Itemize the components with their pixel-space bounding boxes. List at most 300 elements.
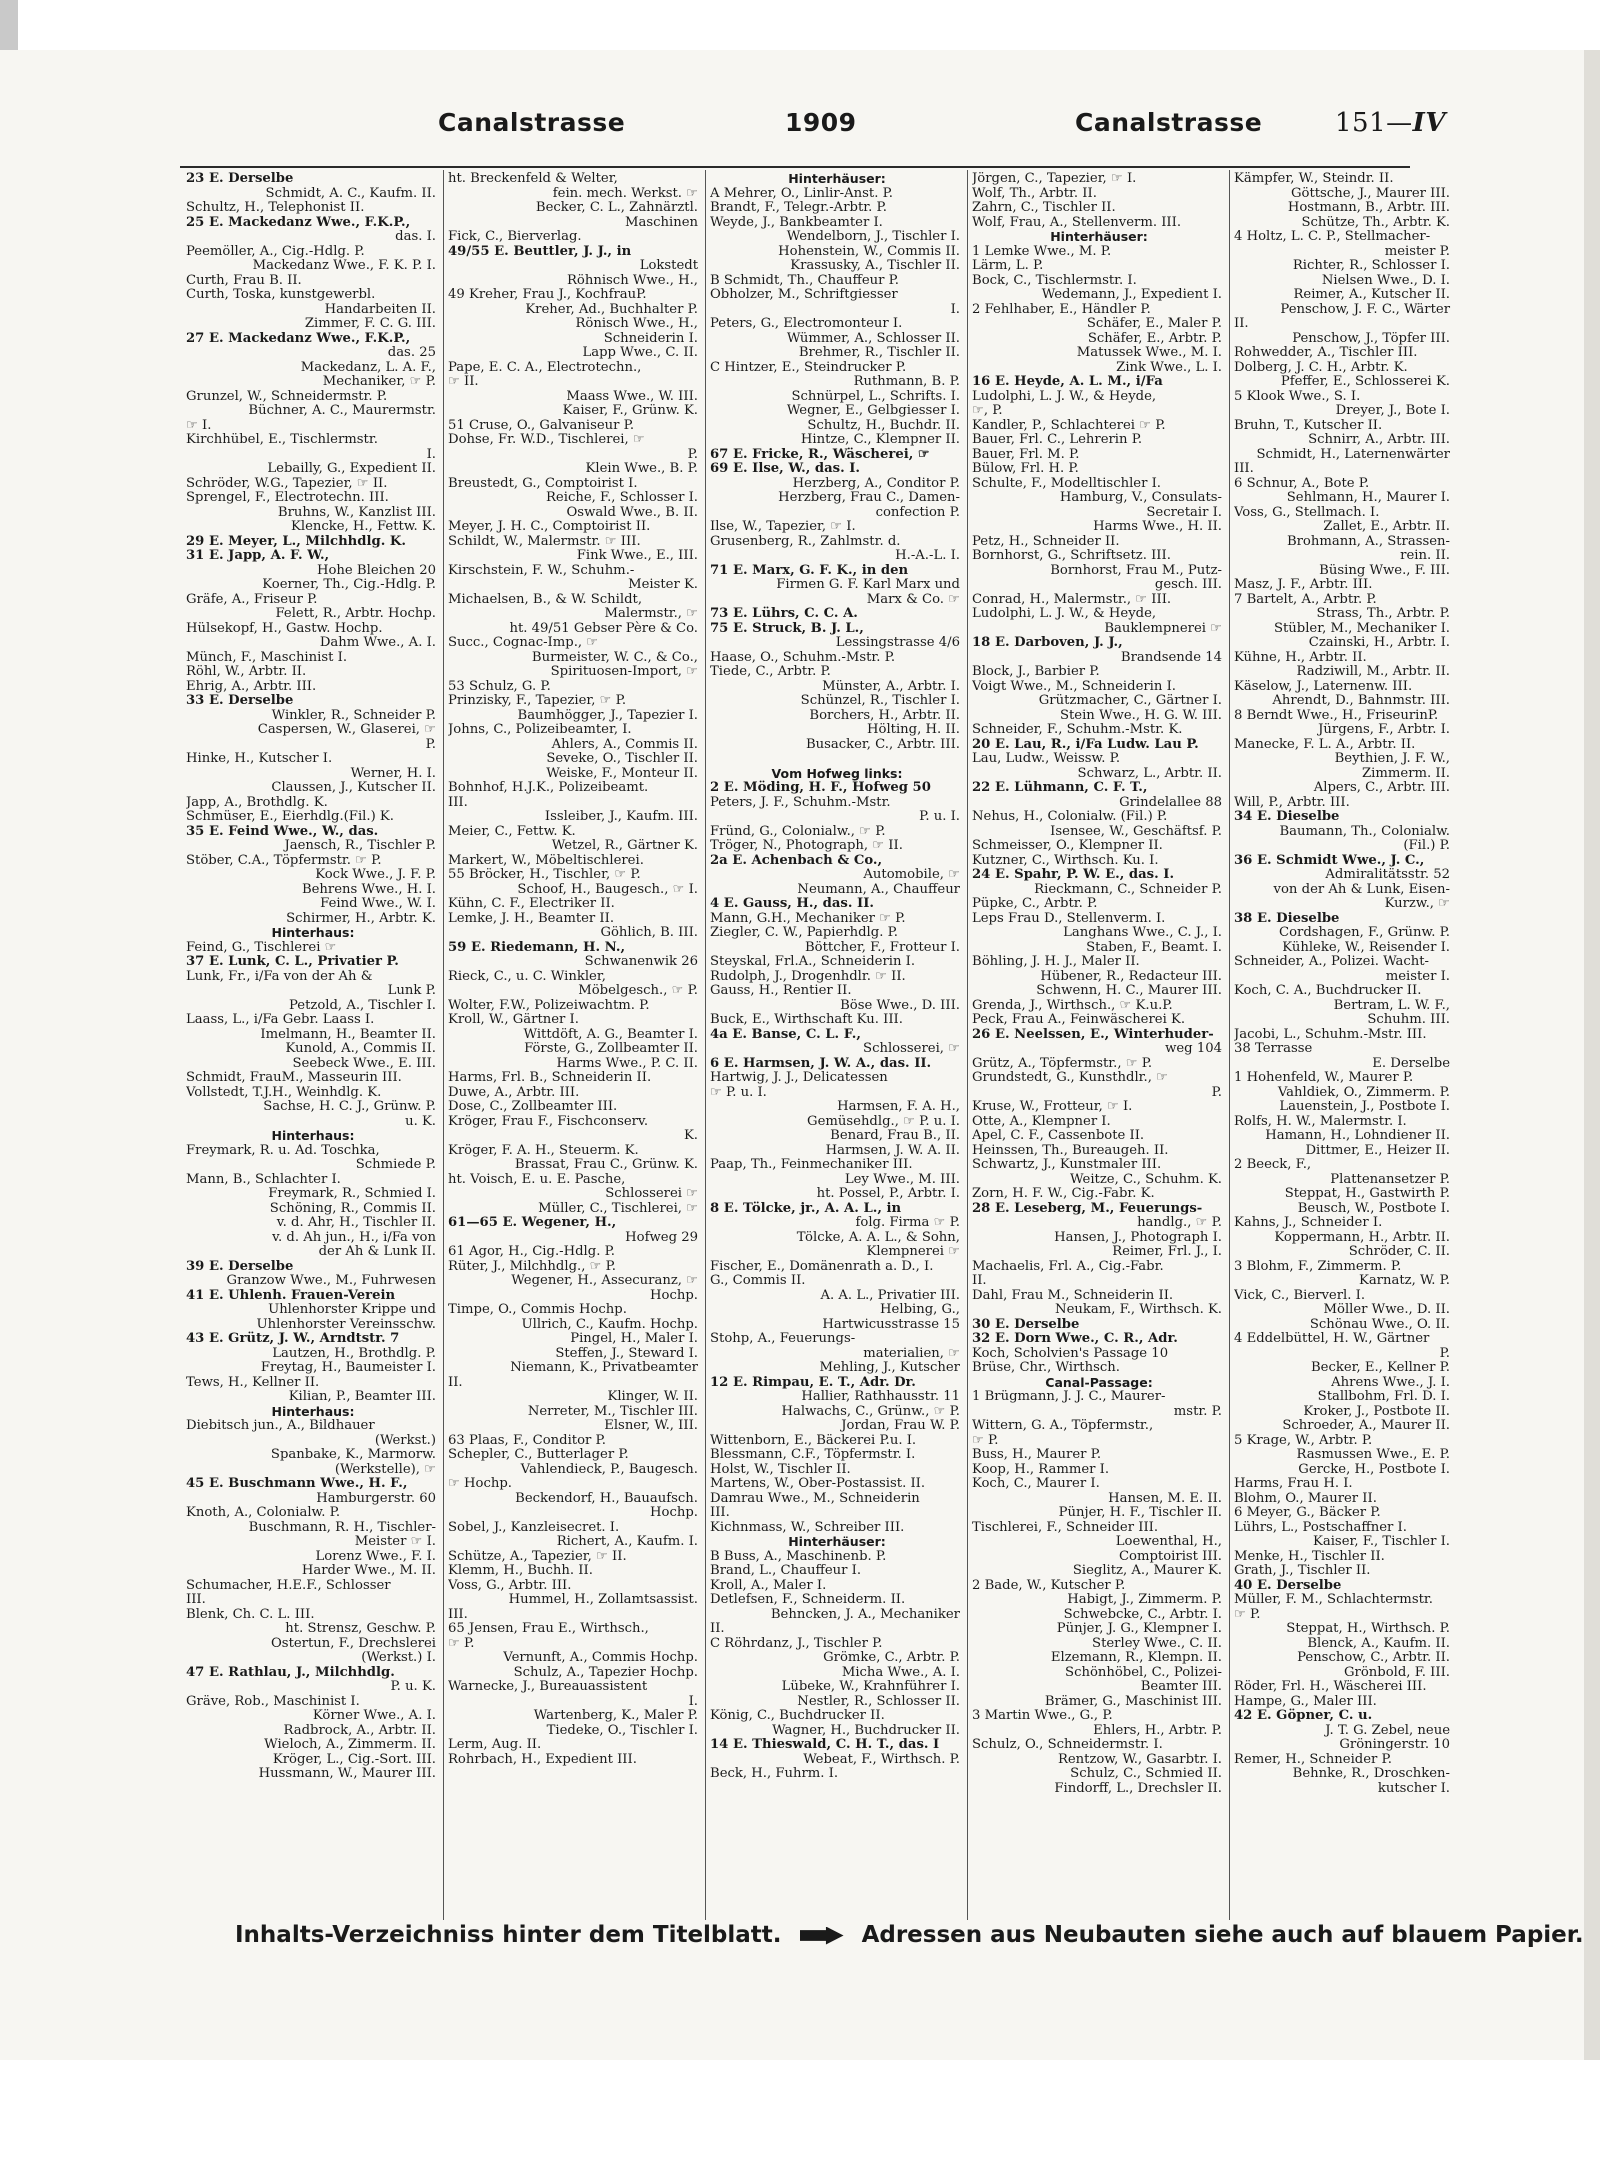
directory-entry: 61 Agor, H., Cig.-Hdlg. P.: [448, 1244, 615, 1259]
directory-entry: Mann, G.H., Mechaniker ☞ P.: [710, 910, 906, 926]
directory-entry: Schultz, H., Telephonist II.: [186, 200, 365, 215]
directory-entry: Kreher, Ad., Buchhalter P.: [525, 301, 698, 317]
directory-entry: II.: [710, 1621, 725, 1636]
directory-entry: Beamter III.: [1140, 1679, 1222, 1694]
directory-entry: 53 Schulz, G. P.: [448, 678, 551, 694]
directory-entry: Rohwedder, A., Tischler III.: [1234, 345, 1418, 360]
directory-entry: 30 E. Derselbe: [972, 1316, 1080, 1332]
directory-entry: Leps Frau D., Stellenverm. I.: [972, 910, 1166, 926]
directory-entry: Ehrig, A., Arbtr. III.: [186, 678, 317, 694]
directory-entry: Grindelallee 88: [1119, 794, 1222, 810]
directory-entry: Kandler, P., Schlachterei ☞ P.: [972, 417, 1166, 433]
directory-entry: Koch, C., Maurer I.: [972, 1476, 1100, 1491]
directory-entry: Schildt, W., Malermstr. ☞ III.: [448, 533, 641, 549]
directory-entry: Kroll, A., Maler I.: [710, 1577, 827, 1593]
directory-entry: Penschow, J. F. C., Wärter: [1280, 301, 1450, 317]
directory-entry: Harmsen, J. W. A. II.: [825, 1142, 960, 1158]
directory-entry: Jürgens, F., Arbtr. I.: [1318, 722, 1450, 737]
directory-entry: Webeat, F., Wirthsch. P.: [803, 1751, 960, 1767]
directory-entry: Vick, C., Bierverl. I.: [1234, 1287, 1366, 1303]
directory-entry: 22 E. Lühmann, C. F. T.,: [972, 780, 1148, 795]
directory-entry: Sachse, H. C. J., Grünw. P.: [263, 1099, 436, 1114]
directory-entry: Steppat, H., Gastwirth P.: [1284, 1186, 1450, 1201]
directory-entry: Ahrens Wwe., J. I.: [1331, 1374, 1450, 1390]
directory-entry: Sieglitz, A., Maurer K.: [1072, 1563, 1222, 1578]
page-header: [180, 108, 1570, 144]
directory-entry: Koerner, Th., Cig.-Hdlg. P.: [262, 577, 436, 592]
directory-entry: Göhlich, B. III.: [600, 925, 698, 940]
directory-entry: Michaelsen, B., & W. Schildt,: [448, 591, 643, 607]
directory-entry: Müller, F. M., Schlachtermstr.: [1234, 1592, 1433, 1607]
directory-entry: Block, J., Barbier P.: [972, 664, 1100, 679]
directory-entry: Micha Wwe., A. I.: [841, 1664, 960, 1680]
directory-entry: Succ., Cognac-Imp., ☞: [448, 635, 599, 650]
directory-entry: Zimmerm. II.: [1362, 765, 1450, 781]
directory-entry: Hamann, H., Lohndiener II.: [1265, 1128, 1450, 1143]
directory-entry: 27 E. Mackedanz Wwe., F.K.P.,: [186, 330, 411, 346]
directory-entry: Brämer, G., Maschinist III.: [1044, 1693, 1222, 1709]
directory-entry: Pingel, H., Maler I.: [570, 1331, 698, 1346]
directory-entry: 5 Krage, W., Arbtr. P.: [1234, 1432, 1373, 1448]
directory-entry: Borchers, H., Arbtr. II.: [809, 707, 960, 723]
directory-entry: Hinterhäuser:: [788, 172, 886, 186]
directory-entry: Elsner, W., III.: [604, 1418, 698, 1433]
directory-entry: Röhnisch Wwe., H.,: [566, 272, 698, 288]
page-edge: [1584, 50, 1600, 2060]
directory-entry: Krassusky, A., Tischler II.: [790, 258, 960, 273]
directory-entry: Bauer, Frl. M. P.: [972, 446, 1080, 462]
directory-entry: Kühn, C. F., Electriker II.: [448, 896, 615, 911]
directory-entry: Oswald Wwe., B. II.: [566, 504, 698, 520]
directory-entry: Schneider, A., Polizei. Wacht-: [1234, 954, 1429, 969]
directory-entry: Reimer, Frl. J., I.: [1112, 1244, 1222, 1259]
directory-entry: Gräve, Rob., Maschinist I.: [186, 1693, 360, 1709]
directory-entry: Reimer, A., Kutscher II.: [1293, 287, 1450, 302]
directory-entry: Kirschstein, F. W., Schuhm.-: [448, 562, 635, 578]
directory-entry: 69 E. Ilse, W., das. I.: [710, 461, 861, 476]
directory-entry: 37 E. Lunk, C. L., Privatier P.: [186, 954, 399, 969]
directory-entry: Schulz, A., Tapezier Hochp.: [513, 1664, 698, 1680]
directory-entry: Comptoirist III.: [1118, 1548, 1222, 1564]
directory-entry: Böhling, J. H. J., Maler II.: [972, 954, 1140, 969]
directory-entry: Beck, H., Fuhrm. I.: [710, 1766, 839, 1781]
directory-entry: ☞ II.: [448, 374, 479, 389]
directory-entry: Damrau Wwe., M., Schneiderin: [710, 1490, 920, 1506]
directory-entry: Schwenn, H. C., Maurer III.: [1036, 983, 1222, 998]
directory-entry: Münch, F., Maschinist I.: [186, 649, 348, 665]
directory-entry: A. A. L., Privatier III.: [820, 1287, 960, 1303]
directory-entry: Lerm, Aug. II.: [448, 1737, 542, 1752]
directory-column-2: [448, 172, 702, 1767]
directory-entry: Meyer, J. H. C., Comptoirist II.: [448, 519, 651, 534]
directory-entry: Klinger, W. II.: [607, 1389, 698, 1404]
directory-entry: (Werkstelle), ☞: [334, 1461, 436, 1477]
directory-entry: Kruse, W., Frotteur, ☞ I.: [972, 1099, 1133, 1114]
directory-entry: 35 E. Feind Wwe., W., das.: [186, 823, 379, 839]
directory-entry: 2 Bade, W., Kutscher P.: [972, 1577, 1126, 1593]
directory-entry: Schwarz, L., Arbtr. II.: [1077, 765, 1222, 781]
directory-entry: Ziegler, C. W., Papierhdlg. P.: [710, 925, 898, 940]
directory-entry: 49/55 E. Beuttler, J. J., in: [448, 243, 632, 259]
directory-entry: Steffen, J., Steward I.: [555, 1345, 698, 1361]
directory-entry: Jacobi, L., Schuhm.-Mstr. III.: [1234, 1026, 1427, 1042]
directory-entry: Becker, C. L., Zahnärztl.: [535, 200, 698, 215]
directory-entry: Kaiser, F., Tischler I.: [1313, 1534, 1450, 1549]
directory-entry: Lautzen, H., Brothdlg. P.: [272, 1345, 436, 1361]
directory-entry: Ahlers, A., Commis II.: [551, 736, 698, 752]
directory-entry: Lokstedt: [639, 258, 698, 273]
directory-entry: Kahns, J., Schneider I.: [1234, 1215, 1383, 1230]
directory-entry: (Werkst.) I.: [361, 1650, 436, 1665]
directory-entry: mstr. P.: [1173, 1403, 1222, 1419]
directory-entry: Brehmer, R., Tischler II.: [798, 345, 960, 360]
directory-column-3: [710, 172, 964, 1782]
directory-entry: das. 25: [387, 345, 436, 360]
directory-entry: Rolfs, H. W., Malermstr. I.: [1234, 1113, 1407, 1129]
directory-entry: Felett, R., Arbtr. Hochp.: [275, 606, 436, 621]
directory-entry: 20 E. Lau, R., i/Fa Ludw. Lau P.: [972, 736, 1199, 752]
directory-entry: Pfeffer, E., Schlosserei K.: [1280, 374, 1450, 389]
directory-entry: Vahlendieck, P., Baugesch.: [520, 1461, 698, 1477]
directory-entry: Harms Wwe., P. C. II.: [556, 1055, 698, 1071]
directory-entry: Hamburg, V., Consulats-: [1059, 490, 1222, 505]
directory-entry: Ruthmann, B. P.: [853, 374, 960, 389]
directory-entry: Kröger, F. A. H., Steuerm. K.: [448, 1142, 639, 1158]
directory-entry: Mackedanz, L. A. F.,: [300, 359, 436, 375]
directory-entry: Kock Wwe., J. F. P.: [315, 867, 436, 882]
directory-entry: Blenk, Ch. C. L. III.: [186, 1606, 315, 1622]
directory-entry: Harms Wwe., H. II.: [1093, 519, 1222, 534]
directory-entry: Grath, J., Tischler II.: [1234, 1563, 1371, 1578]
directory-entry: Tiede, C., Arbtr. P.: [710, 664, 831, 679]
directory-entry: Klemm, H., Buchh. II.: [448, 1563, 593, 1578]
directory-entry: Otte, A., Klempner I.: [972, 1113, 1111, 1129]
directory-entry: Müller, C., Tischlerei, ☞: [538, 1200, 698, 1216]
directory-entry: Hinterhaus:: [271, 925, 355, 940]
directory-entry: Brassat, Frau C., Grünw. K.: [514, 1157, 698, 1172]
directory-entry: III.: [448, 794, 468, 810]
directory-entry: 40 E. Derselbe: [1234, 1577, 1342, 1593]
directory-entry: Büchner, A. C., Maurermstr.: [248, 403, 436, 418]
directory-entry: Grenda, J., Wirthsch., ☞ K.u.P.: [972, 997, 1173, 1013]
footer-index-note: Inhalts-Verzeichniss hinter dem Titelblatt.: [235, 1922, 782, 1948]
directory-entry: Maass Wwe., W. III.: [566, 388, 698, 404]
directory-entry: Breustedt, G., Comptoirist I.: [448, 475, 638, 491]
directory-entry: Imelmann, H., Beamter II.: [260, 1026, 436, 1042]
footer-new-buildings-note: Adressen aus Neubauten siehe auch auf blauem Papier.: [861, 1922, 1584, 1948]
directory-entry: Jörgen, C., Tapezier, ☞ I.: [972, 172, 1137, 186]
directory-entry: Spanbake, K., Marmorw.: [270, 1447, 436, 1462]
directory-entry: Bornhorst, Frau M., Putz-: [1050, 562, 1222, 578]
directory-entry: P.: [1211, 1084, 1222, 1100]
directory-entry: Schultz, H., Buchdr. II.: [807, 417, 960, 433]
directory-entry: 49 Kreher, Frau J., KochfrauP.: [448, 287, 647, 302]
directory-entry: Matussek Wwe., M. I.: [1076, 345, 1222, 360]
directory-entry: Petzold, A., Tischler I.: [289, 997, 436, 1013]
directory-entry: Kühne, H., Arbtr. II.: [1234, 649, 1367, 665]
directory-entry: Rieck, C., u. C. Winkler,: [448, 968, 606, 984]
directory-entry: Ley Wwe., M. III.: [844, 1171, 960, 1187]
directory-entry: 41 E. Uhlenh. Frauen-Verein: [186, 1287, 396, 1303]
directory-entry: P. u. K.: [390, 1679, 436, 1694]
directory-entry: Bock, C., Tischlermstr. I.: [972, 272, 1137, 288]
directory-entry: J. T. G. Zebel, neue: [1325, 1722, 1450, 1738]
directory-entry: Wegner, E., Gelbgiesser I.: [786, 403, 960, 418]
directory-entry: Neumann, A., Chauffeur: [797, 881, 960, 897]
directory-entry: Hamburgerstr. 60: [316, 1490, 436, 1506]
directory-column-4: [972, 172, 1226, 1796]
directory-entry: Wieloch, A., Zimmerm. II.: [264, 1737, 436, 1752]
directory-entry: Kilian, P., Beamter III.: [288, 1389, 436, 1404]
directory-entry: ☞ I.: [186, 417, 212, 433]
directory-entry: Schwanenwik 26: [584, 954, 698, 969]
directory-entry: 75 E. Struck, B. J. L.,: [710, 620, 864, 636]
directory-entry: 47 E. Rathlau, J., Milchhdlg.: [186, 1664, 395, 1680]
directory-entry: Kämpfer, W., Steindr. II.: [1234, 172, 1394, 186]
directory-entry: 3 Blohm, F., Zimmerm. P.: [1234, 1258, 1402, 1274]
directory-entry: Herzberg, Frau C., Damen-: [778, 490, 960, 505]
directory-entry: Schulz, O., Schneidermstr. I.: [972, 1737, 1163, 1752]
directory-entry: B Schmidt, Th., Chauffeur P.: [710, 272, 900, 288]
directory-entry: Lapp Wwe., C. II.: [582, 345, 698, 360]
directory-entry: Malermstr., ☞: [604, 606, 698, 621]
directory-entry: Pünjer, J. G., Klempner I.: [1056, 1621, 1222, 1636]
directory-entry: Plattenansetzer P.: [1330, 1171, 1450, 1187]
directory-entry: Bornhorst, G., Schriftsetz. III.: [972, 548, 1171, 563]
directory-entry: Grundstedt, G., Kunsthdlr., ☞: [972, 1070, 1168, 1085]
directory-entry: Kirchhübel, E., Tischlermstr.: [186, 432, 378, 447]
directory-entry: Schlosserei, ☞: [863, 1041, 960, 1056]
directory-entry: Hölting, H. II.: [867, 722, 960, 737]
directory-entry: Beckendorf, H., Bauaufsch.: [515, 1490, 698, 1506]
directory-entry: Richert, A., Kaufm. I.: [556, 1534, 698, 1549]
directory-entry: ☞ P. u. I.: [710, 1084, 767, 1100]
directory-entry: Hummel, H., Zollamtsassist.: [508, 1592, 698, 1607]
directory-entry: 31 E. Japp, A. F. W.,: [186, 548, 330, 563]
directory-entry: meister P.: [1384, 243, 1450, 259]
directory-entry: 5 Klook Wwe., S. I.: [1234, 388, 1361, 404]
directory-entry: 18 E. Darboven, J. J.,: [972, 635, 1123, 650]
directory-entry: 71 E. Marx, G. F. K., in den: [710, 562, 909, 578]
directory-entry: 73 E. Lührs, C. C. A.: [710, 606, 858, 621]
directory-entry: C Röhrdanz, J., Tischler P.: [710, 1635, 883, 1651]
directory-entry: Seebeck Wwe., E. III.: [292, 1055, 436, 1071]
directory-entry: Freymark, R., Schmied I.: [268, 1186, 436, 1201]
directory-entry: Heinssen, Th., Bureaugeh. II.: [972, 1142, 1169, 1158]
directory-entry: Neukam, F., Wirthsch. K.: [1055, 1302, 1222, 1317]
directory-entry: Detlefsen, F., Schneiderm. II.: [710, 1592, 906, 1607]
directory-entry: Harder Wwe., M. II.: [301, 1563, 436, 1578]
directory-entry: Penschow, J., Töpfer III.: [1292, 330, 1450, 346]
directory-entry: Koch, Scholvien's Passage 10: [972, 1345, 1169, 1361]
directory-column-1: [186, 172, 440, 1782]
directory-entry: Weitze, C., Schuhm. K.: [1070, 1171, 1222, 1187]
directory-entry: Laass, L., i/Fa Gebr. Laass I.: [186, 1012, 375, 1027]
directory-entry: Feind Wwe., W. I.: [320, 896, 436, 911]
directory-entry: handlg., ☞ P.: [1137, 1215, 1222, 1230]
directory-entry: 45 E. Buschmann Wwe., H. F.,: [186, 1476, 408, 1491]
directory-entry: Schuhm. III.: [1367, 1012, 1450, 1027]
directory-entry: Ullrich, C., Kaufm. Hochp.: [521, 1316, 698, 1332]
directory-entry: Brandt, F., Telegr.-Arbtr. P.: [710, 200, 887, 215]
directory-entry: ht. Possel, P., Arbtr. I.: [816, 1186, 960, 1201]
directory-entry: Bauer, Frl. C., Lehrerin P.: [972, 432, 1143, 447]
directory-entry: Nestler, R., Schlosser II.: [797, 1693, 960, 1709]
directory-entry: Sterley Wwe., C. II.: [1092, 1635, 1222, 1651]
directory-entry: Bülow, Frl. H. P.: [972, 461, 1079, 476]
directory-entry: Hartwig, J. J., Delicatessen: [710, 1070, 888, 1085]
directory-entry: Behnke, R., Droschken-: [1292, 1766, 1450, 1781]
directory-entry: Wittern, G. A., Töpfermstr.,: [972, 1418, 1154, 1433]
page-number-suffix: IV: [1412, 108, 1446, 138]
directory-entry: 16 E. Heyde, A. L. M., i/Fa: [972, 374, 1163, 389]
directory-entry: Lemke, J. H., Beamter II.: [448, 910, 615, 926]
directory-entry: (Fil.) P.: [1403, 838, 1450, 853]
directory-entry: Lunk, Fr., i/Fa von der Ah &: [186, 968, 373, 984]
directory-entry: Issleiber, J., Kaufm. III.: [544, 809, 698, 824]
directory-entry: Hinke, H., Kutscher I.: [186, 751, 333, 766]
directory-entry: Baumann, Th., Colonialw.: [1279, 823, 1450, 839]
directory-entry: Möller Wwe., D. II.: [1323, 1302, 1450, 1317]
directory-entry: Schoof, H., Baugesch., ☞ I.: [517, 881, 698, 897]
directory-entry: Automobile, ☞: [863, 867, 960, 882]
directory-entry: Schöning, R., Commis II.: [269, 1200, 436, 1216]
directory-entry: Freytag, H., Baumeister I.: [260, 1360, 436, 1375]
directory-entry: Göttsche, J., Maurer III.: [1290, 185, 1450, 201]
directory-entry: Hinterhäuser:: [1050, 229, 1148, 244]
directory-entry: confection P.: [875, 504, 960, 520]
directory-entry: II.: [448, 1374, 463, 1390]
directory-entry: 63 Plaas, F., Conditor P.: [448, 1432, 606, 1448]
directory-entry: Herzberg, A., Conditor P.: [792, 475, 960, 491]
directory-entry: Fink Wwe., E., III.: [576, 548, 698, 563]
directory-entry: Ludolphi, L. J. W., & Heyde,: [972, 606, 1157, 621]
directory-entry: Schroeder, A., Maurer II.: [1282, 1418, 1450, 1433]
directory-entry: Hofweg 29: [625, 1229, 698, 1245]
directory-entry: Mehling, J., Kutscher: [819, 1360, 960, 1375]
directory-entry: 4a E. Banse, C. L. F.,: [710, 1026, 861, 1042]
directory-entry: das. I.: [395, 229, 436, 244]
directory-entry: Schmidt, A. C., Kaufm. II.: [265, 185, 436, 201]
directory-entry: Vom Hofweg links:: [771, 765, 903, 781]
directory-entry: Wolf, Th., Arbtr. II.: [972, 185, 1097, 201]
directory-entry: I.: [426, 446, 436, 462]
directory-entry: 51 Cruse, O., Galvaniseur P.: [448, 417, 635, 433]
directory-entry: ht. Voisch, E. u. E. Pasche,: [448, 1171, 626, 1187]
directory-entry: Blessmann, C.F., Töpfermstr. I.: [710, 1447, 916, 1462]
directory-entry: Grönbold, F. III.: [1344, 1664, 1450, 1680]
directory-entry: Kunold, A., Commis II.: [285, 1041, 436, 1056]
directory-entry: Wittdöft, A. G., Beamter I.: [523, 1026, 698, 1042]
directory-entry: Halwachs, C., Grünw., ☞ P.: [781, 1403, 960, 1419]
directory-entry: P.: [1439, 1345, 1450, 1361]
directory-entry: E. Derselbe: [1372, 1055, 1450, 1071]
directory-entry: Schmiede P.: [355, 1157, 436, 1172]
directory-entry: König, C., Buchdrucker II.: [710, 1708, 885, 1723]
directory-entry: fein. mech. Werkst. ☞: [552, 185, 698, 201]
directory-entry: Hampe, G., Maler III.: [1234, 1693, 1377, 1709]
directory-entry: Rönisch Wwe., H.,: [575, 316, 698, 331]
directory-entry: ht. 49/51 Gebser Père & Co.: [509, 620, 698, 636]
directory-entry: Ahrendt, D., Bahnmstr. III.: [1272, 693, 1450, 708]
directory-entry: u. K.: [405, 1113, 436, 1129]
directory-entry: Hintze, C., Klempner II.: [800, 432, 960, 447]
directory-entry: Maschinen: [624, 214, 698, 230]
directory-entry: Brohmann, A., Strassen-: [1286, 533, 1450, 549]
directory-entry: Schnirr, A., Arbtr. III.: [1308, 432, 1450, 447]
directory-entry: Zallet, E., Arbtr. II.: [1323, 519, 1450, 534]
directory-entry: 2 Beeck, F.,: [1234, 1157, 1312, 1172]
directory-entry: Büsing Wwe., F. III.: [1319, 562, 1450, 578]
directory-entry: Schnürpel, L., Schrifts. I.: [791, 388, 960, 404]
directory-entry: 43 E. Grütz, J. W., Arndtstr. 7: [186, 1331, 400, 1346]
directory-entry: Körner Wwe., A. I.: [312, 1708, 436, 1723]
directory-entry: Schönau Wwe., O. II.: [1309, 1316, 1450, 1332]
directory-entry: Tröger, N., Photograph, ☞ II.: [710, 838, 903, 853]
directory-entry: Habigt, J., Zimmerm. P.: [1067, 1592, 1222, 1607]
directory-entry: P. u. I.: [919, 809, 960, 824]
directory-entry: Klempnerei ☞: [866, 1244, 960, 1259]
directory-entry: Dohse, Fr. W.D., Tischlerei, ☞: [448, 432, 645, 447]
directory-entry: Bertram, L. W. F.,: [1333, 997, 1450, 1013]
directory-entry: Behncken, J. A., Mechaniker: [770, 1606, 960, 1622]
directory-entry: Gemüsehdlg., ☞ P. u. I.: [807, 1113, 960, 1129]
directory-entry: Loewenthal, H.,: [1115, 1534, 1222, 1549]
directory-entry: Klencke, H., Fettw. K.: [291, 519, 436, 534]
directory-entry: Rieckmann, C., Schneider P.: [1034, 881, 1222, 897]
directory-entry: Schneider, F., Schuhm.-Mstr. K.: [972, 722, 1183, 737]
directory-entry: Vollstedt, T.J.H., Weinhdlg. K.: [186, 1084, 382, 1100]
directory-entry: Hansen, M. E. II.: [1108, 1490, 1222, 1506]
directory-entry: Obholzer, M., Schriftgiesser: [710, 287, 898, 302]
directory-entry: Penschow, C., Arbtr. II.: [1297, 1650, 1450, 1665]
directory-entry: Schwartz, J., Kunstmaler III.: [972, 1157, 1162, 1172]
page-footer: [235, 1922, 1584, 1948]
directory-entry: Meister K.: [628, 577, 698, 592]
directory-entry: Manecke, F. L. A., Arbtr. II.: [1234, 736, 1416, 752]
directory-entry: Langhans Wwe., C. J., I.: [1063, 925, 1222, 940]
directory-entry: Schmidt, FrauM., Masseurin III.: [186, 1070, 402, 1085]
directory-entry: Kröger, L., Cig.-Sort. III.: [272, 1751, 436, 1767]
directory-entry: Kühleke, W., Reisender I.: [1282, 939, 1450, 955]
directory-entry: Dolberg, J. C. H., Arbtr. K.: [1234, 359, 1408, 375]
directory-entry: Niemann, K., Privatbeamter: [510, 1360, 698, 1375]
header-rule: [180, 166, 1410, 168]
directory-entry: Bruhns, W., Kanzlist III.: [277, 504, 436, 520]
directory-entry: 6 Meyer, G., Bäcker P.: [1234, 1505, 1381, 1520]
directory-entry: Schröder, W.G., Tapezier, ☞ II.: [186, 475, 388, 491]
directory-entry: Jordan, Frau W. P.: [841, 1418, 960, 1433]
directory-entry: 34 E. Dieselbe: [1234, 809, 1340, 824]
directory-entry: Freymark, R. u. Ad. Toschka,: [186, 1142, 380, 1158]
directory-entry: 67 E. Fricke, R., Wäscherei, ☞: [710, 446, 930, 462]
directory-entry: Grusenberg, R., Zahlmstr. d.: [710, 533, 901, 549]
directory-entry: Dreyer, J., Bote I.: [1335, 403, 1450, 418]
directory-entry: Zahrn, C., Tischler II.: [972, 200, 1116, 215]
directory-entry: Prinzisky, F., Tapezier, ☞ P.: [448, 693, 627, 708]
directory-entry: Rentzow, W., Gasarbtr. I.: [1057, 1751, 1222, 1767]
directory-entry: 6 Schnur, A., Bote P.: [1234, 475, 1370, 491]
directory-entry: gesch. III.: [1154, 577, 1222, 592]
directory-entry: (Werkst.): [374, 1432, 436, 1448]
column-divider: [705, 170, 706, 1920]
directory-entry: Canal-Passage:: [1045, 1374, 1153, 1390]
directory-entry: Gräfe, A., Friseur P.: [186, 591, 318, 607]
directory-entry: 24 E. Spahr, P. W. E., das. I.: [972, 867, 1175, 882]
directory-entry: Hinterhaus:: [271, 1403, 355, 1419]
directory-entry: 14 E. Thieswald, C. H. T., das. I: [710, 1737, 940, 1752]
year-label: 1909: [785, 108, 857, 137]
